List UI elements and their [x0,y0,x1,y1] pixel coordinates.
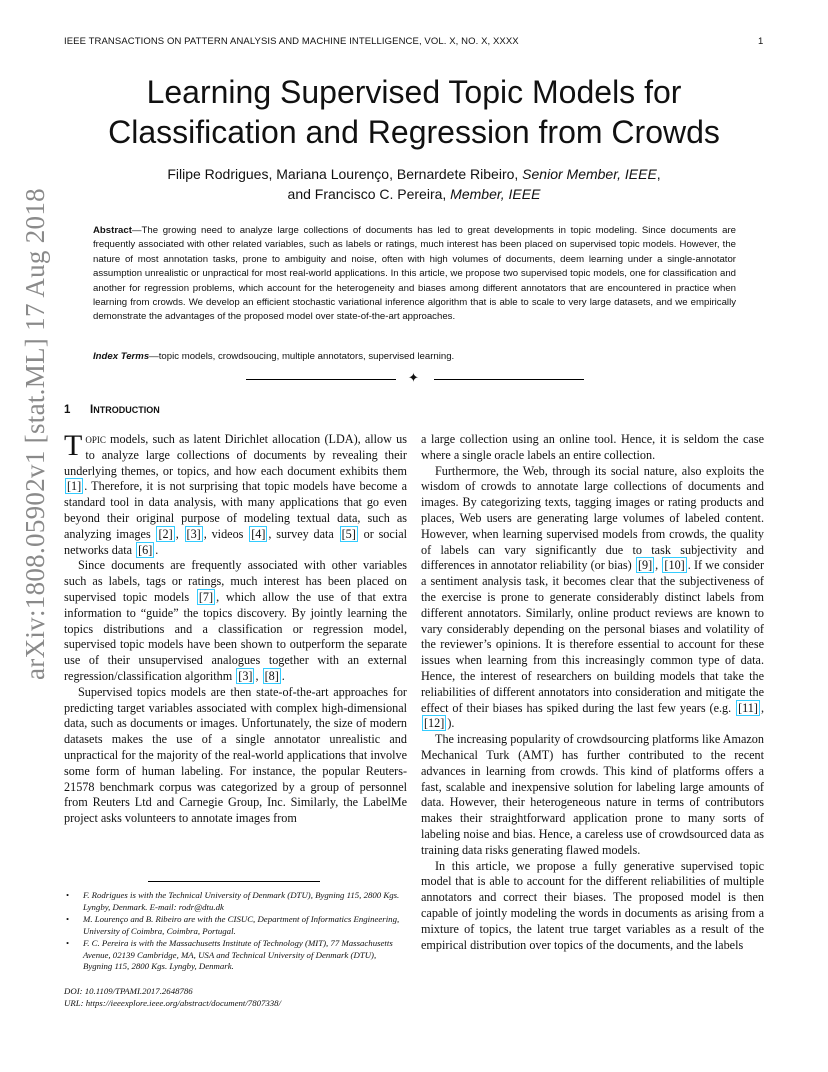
title-line-2: Classification and Regression from Crowds [108,114,720,150]
citation-link[interactable]: [12] [424,716,445,731]
footnote-item [64,914,407,937]
author-names-1: Filipe Rodrigues, Mariana Lourenço, Bernardete Ribeiro, [167,166,519,182]
right-column [421,432,764,953]
title-line-1: Learning Supervised Topic Models for [146,74,682,110]
text-run: models, such as latent Dirichlet allocation (LDA), allow us to analyze large collections of documents by revealing their underlying themes, or topics, and how each document exhibits them [64,432,407,478]
doi-line: DOI: 10.1109/TPAMI.2017.2648786 [64,986,193,996]
paper-title [0,72,828,152]
url-line: URL: https://ieeexplore.ieee.org/abstract/document/7807338/ [64,998,282,1008]
index-terms-label: Index Terms [93,351,150,362]
footnote-text: F. C. Pereira is with the Massachusetts Institute of Technology (MIT), 77 Massachusetts Avenue, 02139 Cambridge, MA, USA and Technical University of Denmark (DTU), Bygning 115, 2800 Kgs. Lyngby, Denmark. [83,938,393,971]
divider-line-right [434,379,584,380]
text-run: , survey data [268,526,339,541]
footnote-text: F. Rodrigues is with the Technical University of Denmark (DTU), Bygning 115, 2800 Kgs. Lyngby, Denmark. E-mail: rodr@dtu.dk [83,890,400,912]
left-column [64,429,407,827]
divider-line-left [246,379,396,380]
text-run: , which allow the use of that extra information to “guide” the topics discovery. By jointly learning the topics distributions and a classification or regression model, supervised topic models have been shown to outperform the separate use of their unsupervised analogues together with an external regression/classification algorithm [64,589,407,683]
arxiv-side-stamp: arXiv:1808.05902v1 [stat.ML] 17 Aug 2018 [20,188,50,680]
text-run: , [255,668,262,683]
section-number: 1 [64,404,71,416]
citation-link[interactable]: [8] [264,668,279,683]
paragraph: Supervised topics models are then state-of-the-art approaches for predicting target variables associated with complex high-dimensional data, such as documents or images. Unfortunately, the size of modern datasets makes the use of a single annotator unrealistic and unpractical for the majority of the real-world applications that involve some form of human labeling. For instance, the popular Reuters-21578 benchmark corpus was categorized by a group of personnel from Reuters Ltd and Carnegie Group, Inc. Similarly, the LabelMe project asks volunteers to annotate images from [64,684,407,826]
footnote-rule [148,881,320,882]
paragraph [64,429,407,558]
text-run: Furthermore, the Web, through its social nature, also exploits the wisdom of crowds to annotate large collections of documents and images. By categorizing texts, tagging images or rating products and places, Web users are generating large volumes of labeled content. However, when learning supervised models from crowds, the quality of labels can vary significantly due to task subjectivity and differences in annotator reliability (or bias) [421,463,764,573]
citation-link[interactable]: [11] [738,700,758,715]
index-terms [93,351,736,362]
footnote-text: M. Lourenço and B. Ribeiro are with the CISUC, Department of Informatics Engineering, University of Coimbra, Coimbra, Portugal. [83,914,400,936]
section-title-rest: NTRODUCTION [93,405,160,415]
author-line-2 [0,184,828,204]
text-run: . Therefore, it is not surprising that topic models have become a standard tool in data analysis, with many applications that go even beyond their original purpose of modeling textual data, such as analyzing images [64,479,407,541]
abstract-label: Abstract [93,225,132,236]
text-run: , [760,700,764,715]
paragraph [64,558,407,684]
citation-link[interactable]: [6] [138,542,153,557]
bullet-icon: • [66,914,70,924]
bullet-icon: • [66,890,70,900]
smallcaps-word: opic [85,432,106,446]
section-heading [64,404,160,416]
page-number: 1 [758,36,764,47]
citation-link[interactable]: [9] [637,558,653,573]
paragraph [421,464,764,733]
citation-link[interactable]: [2] [158,526,173,541]
paragraph: The increasing popularity of crowdsourcing platforms like Amazon Mechanical Turk (AMT) has further contributed to the recent advances in learning from crowds. This kind of platforms offers a fast, scalable and inexpensive solution for labeling large amounts of data. However, their heterogeneous nature in terms of contributors makes their straightforward application prone to many sorts of labeling noise and bias. Hence, a careless use of crowdsourced data as training data risks generating flawed models. [421,732,764,857]
index-terms-text: topic models, crowdsoucing, multiple annotators, supervised learning. [158,351,455,362]
abstract-dash: — [131,225,142,236]
text-run: Since documents are frequently associated with other variables such as labels, tags or ratings, much interest has been placed on supervised topic models [64,558,407,604]
abstract-text: The growing need to analyze large collections of documents has led to great developments in topic modeling. Since documents are frequently associated with other related variables, such as labels or ratings, much interest has been placed on supervised topic models. However, the nature of most annotation tasks, prone to ambiguity and noise, often with high volumes of documents, deem learning under a single-annotator assumption unrealistic or unpractical for most real-world applications. In this article, we propose two supervised topic models, one for classification and another for regression problems, which account for the heterogeneity and biases among different annotators that are encountered in practice when learning from crowds. We develop an efficient stochastic variational inference algorithm that is able to scale to very large datasets, and we empirically demonstrate the advantages of the proposed model over state-of-the-art approaches. [93,225,736,323]
author-role-2: Member, IEEE [450,186,541,202]
author-role-1: Senior Member, IEEE [522,166,657,182]
author-line-end: , [656,166,661,182]
doi-block [64,985,281,1009]
text-run: ). [447,716,455,731]
citation-link[interactable]: [1] [67,479,82,494]
author-list [0,164,828,204]
paragraph: In this article, we propose a fully generative supervised topic model that is able to account for the different reliabilities of multiple annotators and correct their biases. The proposed model is then capable of jointly modeling the words in documents as arising from a mixture of topics, the latent true target variables as a result of the empirical distribution over topics of the documents, and the labels [421,858,764,952]
drop-cap: T [64,429,83,462]
text-run: . [155,542,159,557]
text-run: or social networks data [64,526,407,557]
index-terms-dash: — [149,351,159,362]
text-run: , [655,558,662,573]
text-run: , [175,526,184,541]
citation-link[interactable]: [3] [186,526,201,541]
footnote-item [64,890,407,913]
author-names-2: and Francisco C. Pereira, [287,186,447,202]
citation-link[interactable]: [3] [238,668,253,683]
footnotes [64,890,407,974]
text-run: . [281,668,285,683]
section-divider [246,372,584,386]
divider-ornament-icon: ✦ [408,370,419,385]
citation-link[interactable]: [10] [664,558,685,573]
section-title-initial: I [90,404,94,416]
running-header: IEEE TRANSACTIONS ON PATTERN ANALYSIS AND MACHINE INTELLIGENCE, VOL. X, NO. X, XXXX [64,36,519,47]
citation-link[interactable]: [4] [251,526,266,541]
author-line-1 [0,164,828,184]
paragraph: a large collection using an online tool. Hence, it is seldom the case where a single oracle labels an entire collection. [421,432,764,462]
citation-link[interactable]: [7] [198,589,214,604]
citation-link[interactable]: [5] [341,526,356,541]
text-run: , videos [203,526,249,541]
footnote-item [64,938,407,973]
bullet-icon: • [66,938,70,948]
abstract [93,224,736,325]
text-run: . If we consider a sentiment analysis task, it becomes clear that the subjectiveness of the exercise is prone to generate considerably distinct labels from different annotators. Similarly, online product reviews are known to vary considerably depending on the personal biases and volatility of the reviewer’s opinions. It is therefore essential to account for these issues when learning from this increasingly common type of data. Hence, the interest of researchers on building models that take the reliabilities of different annotators into consideration and mitigate the effect of their biases has spiked during the last few years (e.g. [421,558,765,715]
